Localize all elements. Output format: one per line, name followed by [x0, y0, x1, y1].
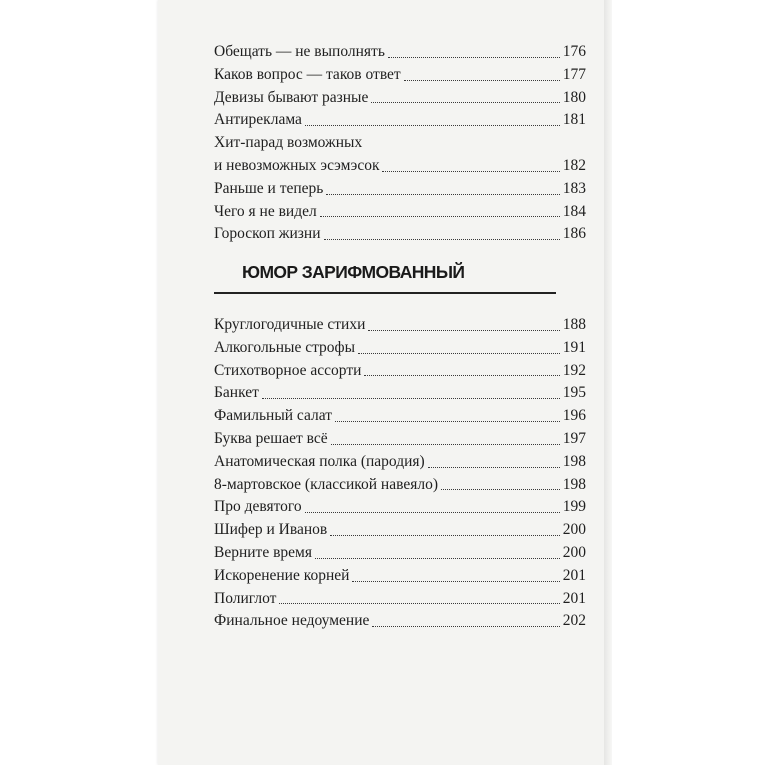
toc-entry-page: 183	[562, 179, 586, 197]
toc-entry-title: Верните время	[214, 543, 312, 561]
toc-entry-page: 177	[562, 65, 586, 83]
toc-entry-title: Раньше и теперь	[214, 179, 324, 197]
toc-entry-title: Чего я не видел	[214, 202, 317, 220]
toc-entry-title: Антиреклама	[214, 111, 302, 129]
dot-leader	[279, 602, 559, 604]
dot-leader	[441, 488, 560, 490]
toc-entry	[214, 519, 586, 542]
toc-entry-page: 180	[562, 88, 586, 106]
toc-entry-page: 191	[562, 338, 586, 356]
toc-entry-page: 181	[562, 111, 586, 129]
toc-entry-title: Алкогольные строфы	[214, 338, 356, 356]
toc-entry-title: Про девятого	[214, 498, 302, 516]
toc-entry-page: 200	[562, 521, 586, 539]
dot-leader	[305, 124, 560, 126]
toc-entry-title-line1: Хит-парад возможных	[214, 134, 363, 152]
toc-entry	[214, 405, 586, 428]
toc-entry-title: Стихотворное ассорти	[214, 361, 362, 379]
dot-leader	[305, 511, 560, 513]
toc-entry	[214, 87, 586, 110]
toc-entry-page: 192	[562, 361, 586, 379]
toc-entry-page: 200	[562, 543, 586, 561]
toc-entry-title: и невозможных эсэмэсок	[214, 156, 380, 174]
toc-entry	[214, 109, 586, 132]
section-heading: ЮМОР ЗАРИФМОВАННЫЙ	[214, 262, 556, 294]
dot-leader	[330, 534, 560, 536]
dot-leader	[372, 625, 559, 627]
toc-entry	[214, 201, 586, 224]
toc-entry-page: 184	[562, 202, 586, 220]
dot-leader	[368, 329, 559, 331]
toc-entry	[214, 41, 586, 64]
dot-leader	[352, 580, 559, 582]
toc-entry-page: 188	[562, 316, 586, 333]
toc-entry-title: Круглогодичные стихи	[214, 316, 366, 333]
toc-entry	[214, 223, 586, 246]
dot-leader	[326, 193, 559, 195]
toc-entry-title: Полиглот	[214, 589, 277, 607]
dot-leader	[388, 56, 560, 58]
toc-entry-page: 201	[562, 589, 586, 607]
dot-leader	[371, 101, 559, 103]
toc-entry-page: 201	[562, 566, 586, 584]
dot-leader	[358, 352, 560, 354]
toc-entry-title: Шифер и Иванов	[214, 521, 328, 539]
toc-entry-page: 197	[562, 429, 586, 447]
dot-leader	[262, 397, 560, 399]
page-spine-shadow	[604, 0, 612, 765]
toc-list-bottom	[214, 314, 586, 633]
toc-entry	[214, 178, 586, 201]
toc-entry	[214, 382, 586, 405]
toc-entry-page: 202	[562, 612, 586, 630]
toc-entry-title: Искоренение корней	[214, 566, 350, 584]
toc-entry	[214, 565, 586, 588]
dot-leader	[382, 170, 559, 172]
toc-entry-page: 182	[562, 156, 586, 174]
toc-entry-multiline	[214, 132, 586, 155]
toc-entry-title: 8-мартовское (классикой навеяло)	[214, 475, 438, 493]
toc-entry-page: 196	[562, 407, 586, 425]
toc-entry-title: Буква решает всё	[214, 429, 328, 447]
toc-entry	[214, 496, 586, 519]
toc-entry-title: Финальное недоумение	[214, 612, 370, 630]
dot-leader	[364, 374, 559, 376]
dot-leader	[320, 215, 560, 217]
toc-entry	[214, 314, 586, 337]
toc-entry-page: 198	[562, 475, 586, 493]
toc-entry-page: 198	[562, 452, 586, 470]
toc-entry	[214, 451, 586, 474]
toc-entry-title: Банкет	[214, 384, 259, 402]
toc-entry	[214, 360, 586, 383]
toc-entry	[214, 64, 586, 87]
dot-leader	[324, 238, 560, 240]
dot-leader	[428, 466, 560, 468]
dot-leader	[335, 420, 560, 422]
toc-entry-title: Фамильный салат	[214, 407, 332, 425]
dot-leader	[404, 79, 560, 81]
toc-entry	[214, 474, 586, 497]
toc-entry-title: Анатомическая полка (пародия)	[214, 452, 425, 470]
toc-list-top	[214, 41, 586, 246]
toc-entry-page: 176	[562, 43, 586, 60]
toc-entry	[214, 337, 586, 360]
dot-leader	[315, 557, 560, 559]
toc-entry-page: 199	[562, 498, 586, 516]
toc-entry-page: 186	[562, 225, 586, 243]
toc-entry-title: Девизы бывают разные	[214, 88, 369, 106]
toc-entry-page: 195	[562, 384, 586, 402]
dot-leader	[331, 443, 560, 445]
toc-entry-title: Гороскоп жизни	[214, 225, 321, 243]
toc-entry	[214, 542, 586, 565]
toc-entry-multiline-end	[214, 155, 586, 178]
toc-entry	[214, 588, 586, 611]
toc-entry	[214, 428, 586, 451]
toc-entry	[214, 610, 586, 633]
toc-entry-title: Каков вопрос — таков ответ	[214, 65, 401, 83]
toc-entry-title: Обещать — не выполнять	[214, 43, 385, 60]
